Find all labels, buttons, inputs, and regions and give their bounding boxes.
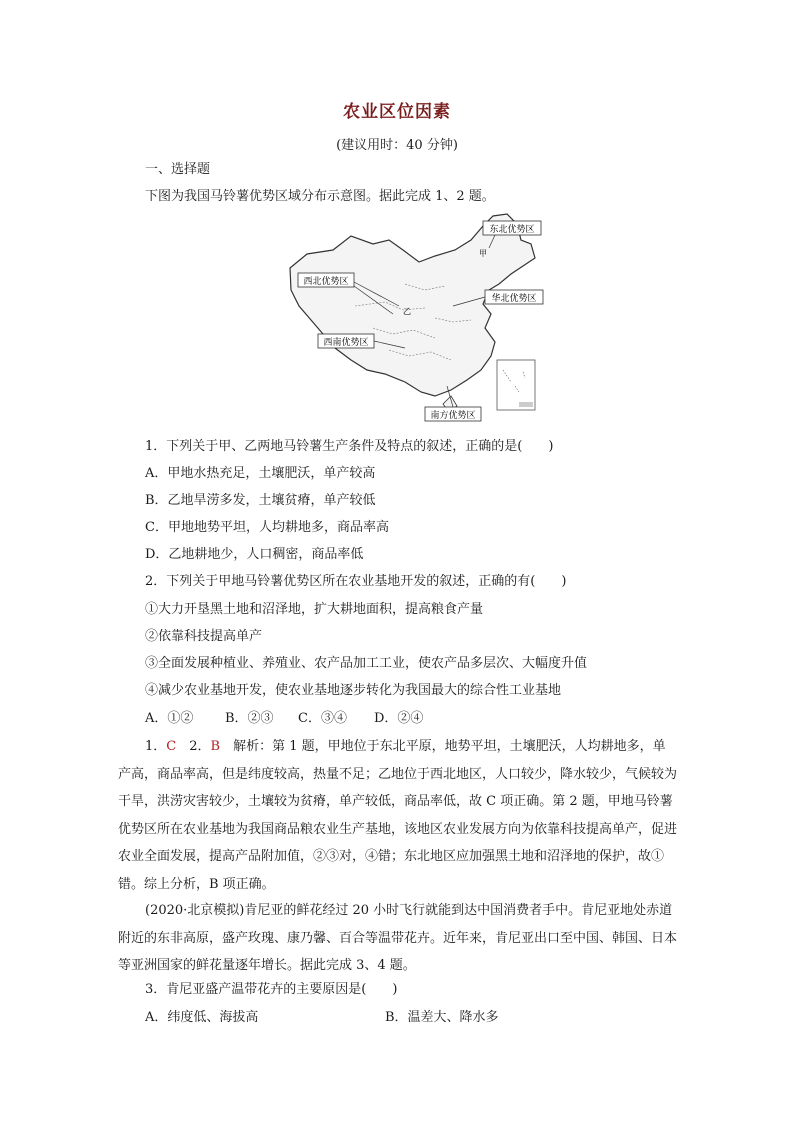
q2-item-3: ③全面发展种植业、养殖业、农产品加工工业，使农产品多层次、大幅度升值	[145, 656, 588, 671]
svg-text:东北优势区: 东北优势区	[489, 225, 535, 235]
intro-q1-2: 下图为我国马铃薯优势区域分布示意图。据此完成 1、2 题。	[145, 189, 495, 204]
q2-item-1: ①大力开垦黑土地和沼泽地，扩大耕地面积，提高粮食产量	[145, 602, 484, 617]
svg-text:西北优势区: 西北优势区	[303, 277, 349, 287]
q2-option-b: B．②③	[225, 711, 274, 726]
q2-stem: 2．下列关于甲地马铃薯优势区所在农业基地开发的叙述，正确的有( )	[145, 574, 567, 589]
q2-options	[145, 710, 423, 728]
section-heading: 一、选择题	[145, 162, 211, 177]
q1-option-a: A．甲地水热充足，土壤肥沃，单产较高	[145, 466, 376, 481]
q2-item-4: ④减少农业基地开发，使农业基地逐步转化为我国最大的综合性工业基地	[145, 683, 562, 698]
q1-stem: 1．下列关于甲、乙两地马铃薯生产条件及特点的叙述，正确的是( )	[145, 439, 554, 454]
q2-option-a: A．①②	[145, 711, 194, 726]
label-southwest	[318, 334, 374, 348]
answer-1: C	[166, 739, 177, 754]
q3-option-b: B．温差大、降水多	[385, 1010, 499, 1025]
q2-option-d: D．②④	[374, 711, 424, 726]
answer-prefix: 1．	[145, 739, 167, 754]
page-title: 农业区位因素	[343, 102, 451, 122]
intro-q3-4: (2020·北京模拟)肯尼亚的鲜花经过 20 小时飞行就能到达中国消费者手中。肯尼亚地处赤道附近的东非高原，盛产玫瑰、康乃馨、百合等温带花卉。近年来，肯尼亚出口至中国、韩国、日本等亚洲国家的鲜花量逐年增长。据此完成 3、4 题。	[118, 903, 678, 973]
label-northeast	[483, 221, 541, 235]
south-china-sea-inset	[497, 360, 535, 410]
svg-text:南方优势区: 南方优势区	[430, 411, 476, 421]
jia-marker: 甲	[479, 249, 487, 258]
svg-text:华北优势区: 华北优势区	[491, 294, 537, 304]
q1-option-c: C．甲地地势平坦，人均耕地多，商品率高	[145, 520, 389, 535]
q3-option-a: A．纬度低、海拔高	[145, 1010, 259, 1025]
answer-explanation-1-2	[118, 733, 678, 898]
explanation-text: 解析：第 1 题，甲地位于东北平原，地势平坦，土壤肥沃，人均耕地多，单产高，商品率高，但是纬度较高，热量不足；乙地位于西北地区，人口较少，降水较少，气候较为干旱，洪涝灾害较少，土壤较为贫瘠，单产较低，商品率低，故 C 项正确。第 2 题，甲地马铃薯优势区所在农业基地为我国商品粮农业生产基地，该地区农业发展方向为依靠科技提高单产，促进农业全面发展，提高产品附加值，②③对，④错；东北地区应加强黑土地和沼泽地的保护，故①错。综上分析，B 项正确。	[118, 739, 678, 892]
yi-marker: 乙	[403, 307, 411, 316]
page-subtitle: (建议用时：40 分钟)	[336, 138, 458, 153]
q1-option-d: D．乙地耕地少，人口稠密，商品率低	[145, 547, 364, 562]
label-north-china	[485, 290, 543, 304]
q2-option-c: C．③④	[298, 711, 347, 726]
label-northwest	[298, 273, 354, 287]
q3-stem: 3．肯尼亚盛产温带花卉的主要原因是( )	[145, 982, 398, 997]
q1-option-b: B．乙地旱涝多发，土壤贫瘠，单产较低	[145, 493, 376, 508]
svg-text:西南优势区: 西南优势区	[323, 338, 369, 348]
answer-2: B	[210, 739, 221, 754]
answer-mid: 2．	[176, 739, 211, 754]
label-south	[425, 407, 481, 421]
q2-item-2: ②依靠科技提高单产	[145, 629, 263, 644]
china-potato-region-map	[285, 210, 545, 425]
